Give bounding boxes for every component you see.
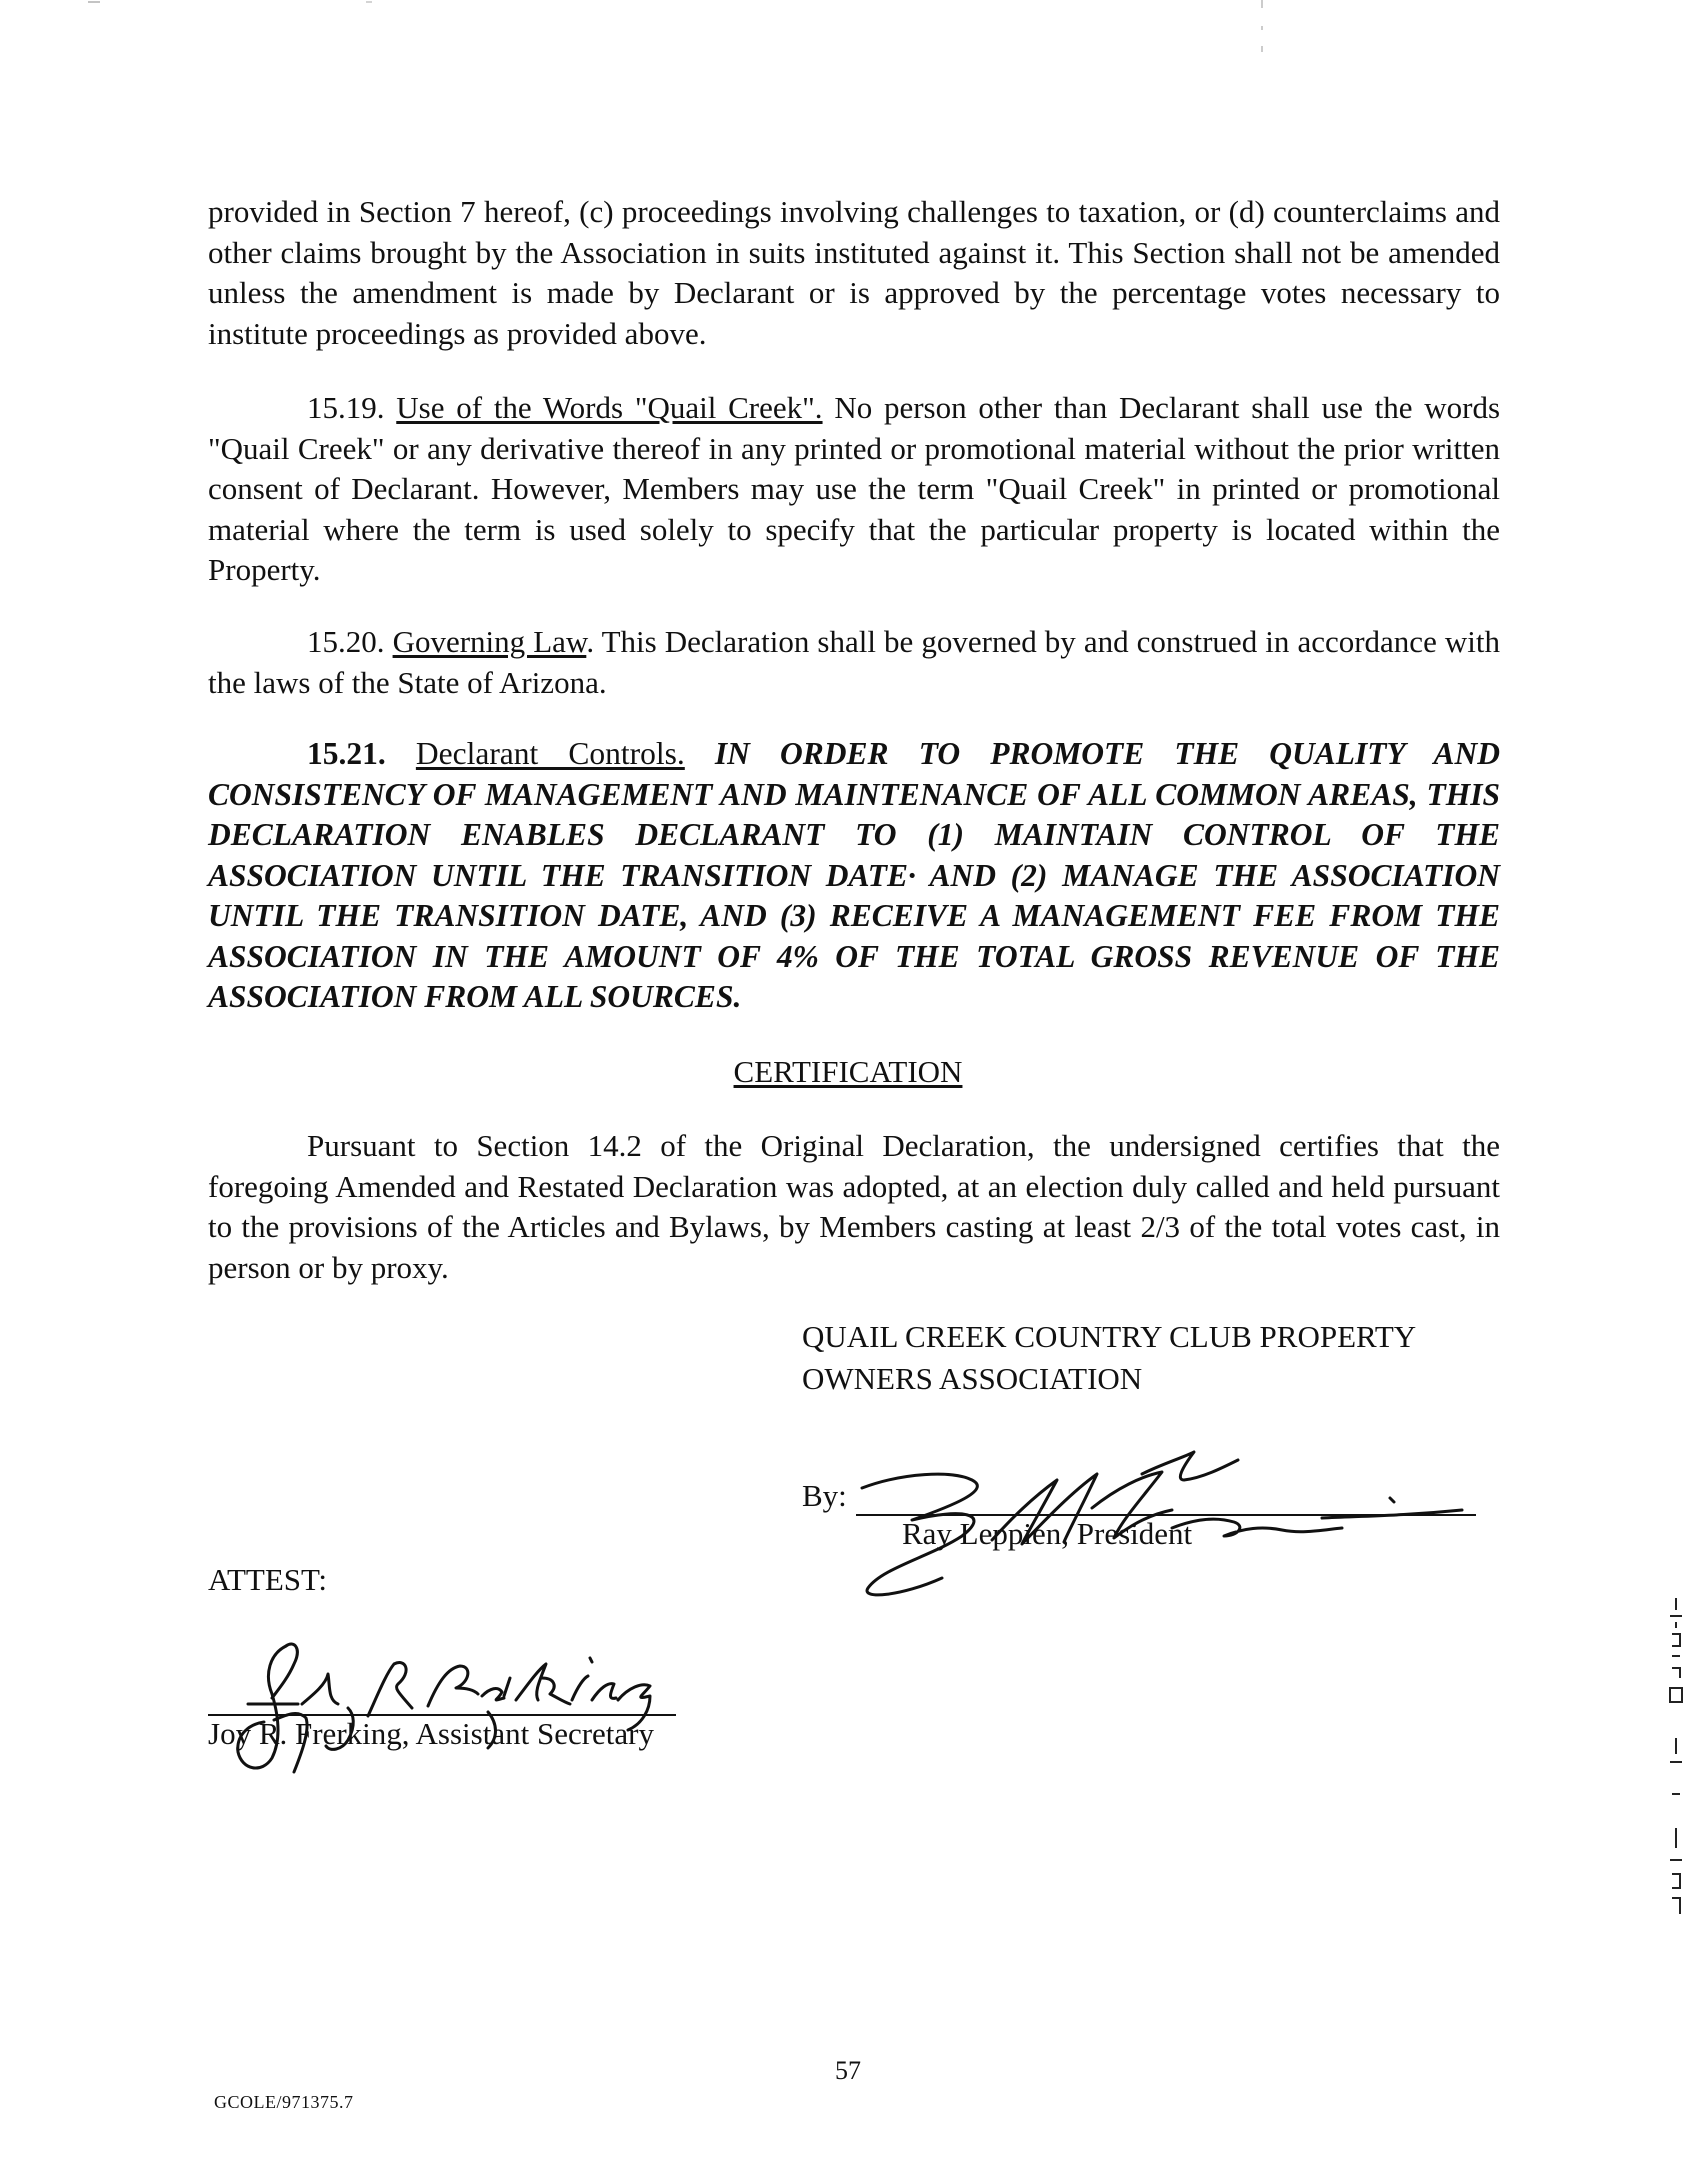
section-text: No person other than Declarant shall use the words "Quail Creek" or any derivative thereof in any printed or promotional material without the prior written consent of Declarant. However, Members may use the term "Quail Creek" in printed or promotional material where the term is used solely to specify that the particular property is located within the Property. (208, 390, 1501, 587)
organization-line-2: OWNERS ASSOCIATION (802, 1361, 1143, 1396)
president-signature-block (802, 1472, 1482, 1592)
section-text: IN ORDER TO PROMOTE THE QUALITY AND CONSISTENCY OF MANAGEMENT AND MAINTENANCE OF ALL COMMON AREAS, THIS DECLARATION ENABLES DECLARANT TO (1) MAINTAIN CONTROL OF THE ASSOCIATION UNTIL THE TRANSITION DATE· AND (2) MANAGE THE ASSOCIATION UNTIL THE TRANSITION DATE, AND (3) RECEIVE A MANAGEMENT FEE FROM THE ASSOCIATION IN THE AMOUNT OF 4% OF THE TOTAL GROSS REVENUE OF THE ASSOCIATION FROM ALL SOURCES. (208, 736, 1500, 1014)
section-text: . This Declaration shall be governed by and construed in accordance with the laws of the State of Arizona. (208, 624, 1501, 700)
certification-text: Pursuant to Section 14.2 of the Original Declaration, the undersigned certifies that the foregoing Amended and Restated Declaration was adopted, at an election duly called and held pursuant to the provisions of the Articles and Bylaws, by Members casting at least 2/3 of the total votes cast, in person or by proxy. (208, 1128, 1500, 1285)
scan-edge-marks (0, 0, 1696, 60)
secretary-signature (198, 1634, 718, 1784)
section-number: 15.20. (307, 624, 385, 659)
section-number: 15.19. (307, 390, 385, 425)
document-id: GCOLE/971375.7 (214, 2092, 354, 2112)
organization-name (802, 1316, 1416, 1400)
section-15-21 (208, 734, 1500, 1018)
section-number: 15.21. (307, 736, 386, 771)
page-number: 57 (835, 2056, 861, 2085)
section-title: Governing Law (392, 624, 587, 659)
section-title: Declarant Controls. (415, 736, 685, 771)
margin-stamp (1664, 1598, 1688, 1928)
section-15-19 (208, 388, 1500, 591)
attest-label: ATTEST: (208, 1562, 328, 1597)
president-name: Ray Leppien, President (902, 1516, 1193, 1551)
secretary-signature-block (208, 1644, 728, 1774)
section-title: Use of the Words "Quail Creek". (396, 390, 823, 425)
organization-line-1: QUAIL CREEK COUNTRY CLUB PROPERTY (802, 1319, 1417, 1354)
paragraph-continuation: provided in Section 7 hereof, (c) proceedings involving challenges to taxation, or (d) counterclaims and other claims brought by the Association in suits instituted against it. This Section shall not be amended unless the amendment is made by Declarant or is approved by the percentage votes necessary to institute proceedings as provided above. (208, 194, 1500, 351)
by-label: By: (802, 1478, 847, 1513)
president-signature (842, 1428, 1482, 1598)
secretary-name: Joy R. Frerking, Assistant Secretary (208, 1716, 655, 1751)
certification-heading: CERTIFICATION (733, 1054, 963, 1089)
section-15-20 (208, 622, 1500, 703)
